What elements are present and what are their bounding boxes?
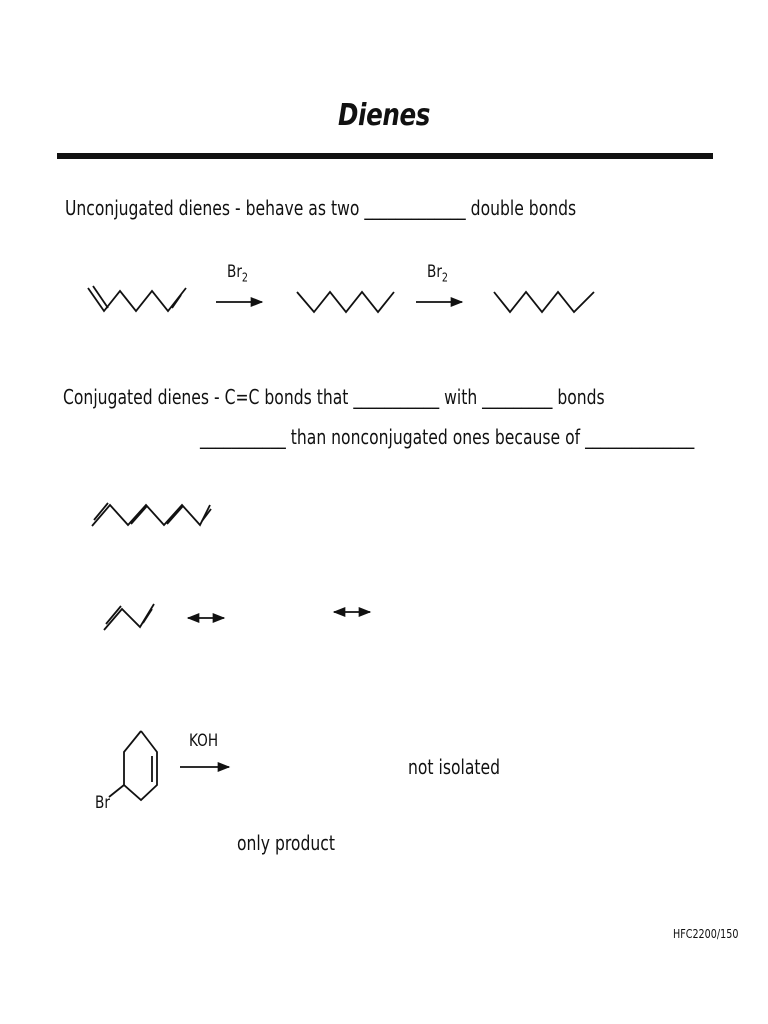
conjugated-triene-double-bond-3 [167, 506, 183, 524]
reagent-br2-first-symbol: Br [227, 262, 242, 282]
butadiene-double-bond-2 [143, 609, 152, 623]
unconjugated-dienes-text: Unconjugated dienes - behave as two _____________ double bonds [65, 196, 577, 220]
reagent-br2-first-subscript: 2 [241, 270, 249, 285]
carbon-bromine-bond [109, 785, 124, 797]
conjugated-dienes-text: Conjugated dienes - C=C bonds that ___________ with _________ bonds [63, 385, 605, 409]
slide-footer-code: HFC2200/150 [673, 927, 739, 941]
conjugated-triene-structure [92, 503, 211, 526]
conjugated-triene-skeleton [92, 505, 210, 526]
reagent-br2-second-subscript: 2 [441, 270, 449, 285]
page-title: Dienes [338, 98, 430, 133]
butadiene-double-bond-1 [106, 606, 121, 624]
only-product-label: only product [237, 831, 335, 855]
bromine-substituent-label: Br [95, 793, 110, 813]
conjugated-triene-double-bond-2 [131, 506, 147, 524]
unconjugated-diene-double-bond-right [172, 295, 181, 308]
bromocyclohexene-structure [109, 731, 157, 800]
saturated-chain-structure [494, 292, 594, 312]
not-isolated-label: not isolated [408, 755, 501, 779]
unconjugated-diene-structure [88, 286, 186, 311]
partially-brominated-chain-structure [297, 292, 394, 312]
butadiene-structure [104, 604, 154, 630]
conjugated-triene-double-bond-1 [94, 503, 108, 520]
reagent-br2-second-symbol: Br [427, 262, 442, 282]
conjugated-dienes-text-2: ___________ than nonconjugated ones because of ______________ [200, 425, 695, 449]
reagent-koh: KOH [189, 731, 219, 751]
